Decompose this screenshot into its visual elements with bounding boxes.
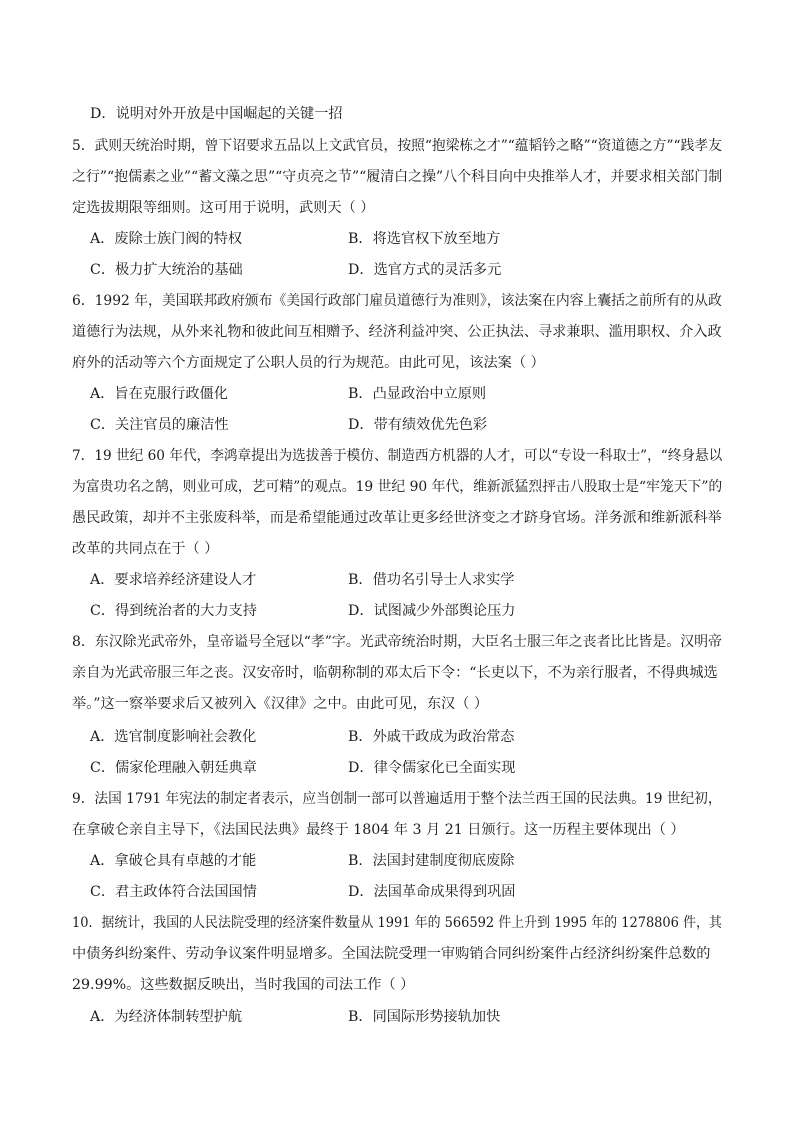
option-d: D．法国革命成果得到巩固 [348, 884, 516, 900]
option-b: B．借功名引导士人求实学 [348, 572, 515, 588]
question-text-line: 改革的共同点在于（ ） [72, 541, 219, 557]
question-text-line: 道德行为法规，从外来礼物和彼此间互相赠予、经济利益冲突、公正执法、寻求兼职、滥用职权、介入政 [72, 324, 722, 340]
option-a: A．要求培养经济建设人才 [90, 572, 257, 588]
question-text-line: 7．19 世纪 60 年代，李鸿章提出为选拔善于模仿、制造西方机器的人才，可以“专设一科取士”，“终身悬以 [72, 448, 723, 464]
option-d: D．律令儒家化已全面实现 [348, 760, 516, 776]
question-text-line: 为富贵功名之鹄，则业可成，艺可精”的观点。19 世纪 90 年代，维新派猛烈抨击八股取士是“牢笼天下”的 [72, 479, 723, 495]
option-a: A．为经济体制转型护航 [90, 1009, 243, 1025]
option-b: B．外戚干政成为政治常态 [348, 729, 515, 745]
option-c: C．得到统治者的大力支持 [90, 603, 257, 619]
option-a: A．废除士族门阀的特权 [90, 231, 243, 247]
question-text-line: 8．东汉除光武帝外，皇帝谥号全冠以“孝”字。光武帝统治时期，大臣名士服三年之丧者比比皆是。汉明帝 [72, 634, 723, 650]
question-text-line: 9．法国 1791 年宪法的制定者表示，应当创制一部可以普遍适用于整个法兰西王国的民法典。19 世纪初， [72, 791, 722, 807]
q4-option-d: D．说明对外开放是中国崛起的关键一招 [90, 106, 343, 122]
option-b: B．法国封建制度彻底废除 [348, 853, 515, 869]
option-c: C．君主政体符合法国国情 [90, 884, 257, 900]
question-text-line: 5．武则天统治时期，曾下诏要求五品以上文武官员，按照“抱梁栋之才”“蕴韬钤之略”“资道德之方”“践孝友 [72, 138, 722, 154]
question-text-line: 愚民政策，却并不主张废科举，而是希望能通过改革让更多经世济变之才跻身官场。洋务派和维新派科举 [72, 510, 722, 526]
option-c: C．关注官员的廉洁性 [90, 417, 229, 433]
question-text-line: 29.99%。这些数据反映出，当时我国的司法工作（ ） [72, 977, 415, 993]
question-text-line: 亲自为光武帝服三年之丧。汉安帝时，临朝称制的邓太后下令：“长吏以下，不为亲行服者，不得典城选 [72, 665, 718, 681]
option-c: C．儒家伦理融入朝廷典章 [90, 760, 257, 776]
question-text-line: 6．1992 年，美国联邦政府颁布《美国行政部门雇员道德行为准则》，该法案在内容上囊括之前所有的从政 [72, 293, 722, 309]
question-text-line: 中债务纠纷案件、劳动争议案件明显增多。全国法院受理一审购销合同纠纷案件占经济纠纷案件总数的 [72, 946, 711, 962]
option-a: A．拿破仑具有卓越的才能 [90, 853, 257, 869]
question-text-line: 在拿破仑亲自主导下，《法国民法典》最终于 1804 年 3 月 21 日颁行。这一历程主要体现出（ ） [72, 822, 685, 838]
option-d: D．选官方式的灵活多元 [348, 262, 502, 278]
option-a: A．选官制度影响社会教化 [90, 729, 257, 745]
question-text-line: 定选拔期限等细则。这可用于说明，武则天（ ） [72, 200, 375, 216]
option-b: B．将选官权下放至地方 [348, 231, 501, 247]
question-text-line: 举。”这一察举要求后又被列入《汉律》之中。由此可见，东汉（ ） [72, 696, 489, 712]
option-b: B．同国际形势接轨加快 [348, 1009, 501, 1025]
option-b: B．凸显政治中立原则 [348, 386, 487, 402]
option-d: D．带有绩效优先色彩 [348, 417, 488, 433]
question-text-line: 10．据统计，我国的人民法院受理的经济案件数量从 1991 年的 566592 件上升到 1995 年的 1278806 件，其 [72, 915, 722, 931]
question-text-line: 之行”“抱儒素之业”“蓄文藻之思”“守贞亮之节”“履清白之操”八个科目向中央推举人才，并要求相关部门制 [72, 169, 723, 185]
question-text-line: 府外的活动等六个方面规定了公职人员的行为规范。由此可见，该法案（ ） [72, 355, 545, 371]
option-a: A．旨在克服行政僵化 [90, 386, 228, 402]
option-d: D．试图减少外部舆论压力 [348, 603, 516, 619]
option-c: C．极力扩大统治的基础 [90, 262, 243, 278]
